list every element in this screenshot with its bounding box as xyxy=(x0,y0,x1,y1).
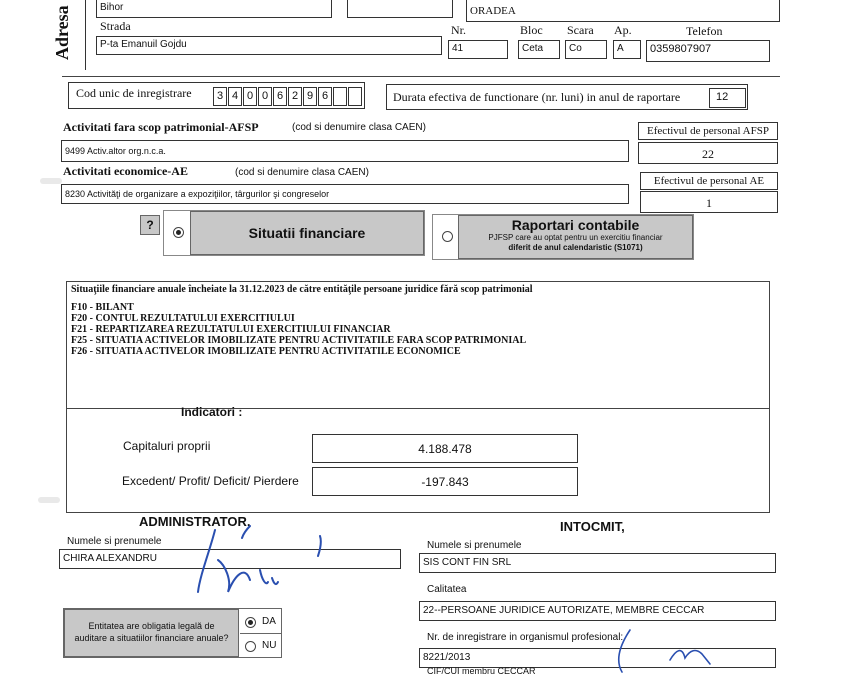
sector-field[interactable] xyxy=(347,0,453,18)
ae-hint: (cod si denumire clasa CAEN) xyxy=(235,167,369,178)
afsp-staff-field[interactable]: 22 xyxy=(638,142,778,164)
duration-label: Durata efectiva de functionare (nr. luni) in anul de raportare xyxy=(393,90,681,104)
audit-yes-radio[interactable] xyxy=(245,617,256,628)
prepared-quality-label: Calitatea xyxy=(427,584,467,595)
administrator-title: ADMINISTRATOR, xyxy=(139,514,251,529)
report-panel xyxy=(66,281,770,409)
audit-no-label: NU xyxy=(262,640,277,651)
cui-digit[interactable]: 3 xyxy=(213,87,227,106)
audit-question xyxy=(64,609,239,657)
audit-yes-label: DA xyxy=(262,616,276,627)
indicators-title: Indicatori : xyxy=(181,405,243,419)
scara-label: Scara xyxy=(567,23,594,37)
nr-field[interactable]: 41 xyxy=(448,40,508,59)
cui-digit[interactable]: 0 xyxy=(243,87,257,106)
accounting-reports-sub2: diferit de anul calendaristic (S1071) xyxy=(508,243,643,252)
result-field[interactable]: -197.843 xyxy=(312,467,578,496)
accounting-reports-sub1: PJFSP care au optat pentru un exercitiu financiar xyxy=(488,233,663,242)
address-section-title: Adresa xyxy=(52,5,72,60)
prepared-cif-label: CIF/CUI membru CECCAR xyxy=(427,666,536,675)
cui-digit[interactable]: 6 xyxy=(318,87,332,106)
cui-digit[interactable]: 9 xyxy=(303,87,317,106)
report-form-item: F26 - SITUATIA ACTIVELOR IMOBILIZATE PENTRU ACTIVITATILE ECONOMICE xyxy=(71,346,461,357)
equity-field[interactable]: 4.188.478 xyxy=(312,434,578,463)
ae-staff-field[interactable]: 1 xyxy=(640,191,778,213)
financial-statements-button[interactable]: Situatii financiare xyxy=(190,211,424,255)
report-form-item: F10 - BILANT xyxy=(71,302,134,313)
street-label: Strada xyxy=(100,19,131,33)
punch-hole-top xyxy=(40,178,62,184)
cui-digit[interactable]: 0 xyxy=(258,87,272,106)
administrator-name-field[interactable]: CHIRA ALEXANDRU xyxy=(59,549,401,569)
prepared-title: INTOCMIT, xyxy=(560,519,625,534)
audit-divider xyxy=(240,633,282,634)
report-form-item: F25 - SITUATIA ACTIVELOR IMOBILIZATE PENTRU ACTIVITATILE FARA SCOP PATRIMONIAL xyxy=(71,335,527,346)
punch-hole-bottom xyxy=(38,497,60,503)
cui-digit[interactable] xyxy=(333,87,347,106)
ap-field[interactable]: A xyxy=(613,40,641,59)
equity-label: Capitaluri proprii xyxy=(123,439,211,453)
afsp-staff-label: Efectivul de personal AFSP xyxy=(638,122,778,140)
help-button[interactable]: ? xyxy=(140,215,160,235)
report-form-item: F20 - CONTUL REZULTATULUI EXERCITIULUI xyxy=(71,313,295,324)
scara-field[interactable]: Co xyxy=(565,40,607,59)
locality-field[interactable]: ORADEA xyxy=(466,0,780,22)
administrator-name-label: Numele si prenumele xyxy=(67,536,162,547)
afsp-caen-field[interactable]: 9499 Activ.altor org.n.c.a. xyxy=(61,140,629,162)
cui-digit[interactable]: 6 xyxy=(273,87,287,106)
financial-statements-radio[interactable] xyxy=(173,227,184,238)
ae-staff-label: Efectivul de personal AE xyxy=(640,172,778,190)
administrator-signature xyxy=(170,520,340,600)
duration-field[interactable]: 12 xyxy=(709,88,746,108)
afsp-hint: (cod si denumire clasa CAEN) xyxy=(292,122,426,133)
cui-digit[interactable]: 2 xyxy=(288,87,302,106)
phone-label: Telefon xyxy=(686,24,723,38)
accounting-reports-title: Raportari contabile xyxy=(511,217,640,233)
accounting-reports-button[interactable] xyxy=(458,215,693,259)
cui-digit[interactable]: 4 xyxy=(228,87,242,106)
report-intro: Situaţiile financiare anuale încheiate la 31.12.2023 de către entităţile persoane juridice fără scop patrimonial xyxy=(71,284,533,295)
nr-label: Nr. xyxy=(451,23,466,37)
audit-no-radio[interactable] xyxy=(245,641,256,652)
cui-label: Cod unic de inregistrare xyxy=(76,86,192,100)
audit-question-line2: auditare a situatiilor financiare anuale? xyxy=(74,633,229,643)
result-label: Excedent/ Profit/ Deficit/ Pierdere xyxy=(122,474,299,488)
accounting-reports-radio[interactable] xyxy=(442,231,453,242)
address-frame-left-line xyxy=(85,0,86,70)
afsp-title: Activitati fara scop patrimonial-AFSP xyxy=(63,120,259,134)
cui-digit[interactable] xyxy=(348,87,362,106)
prepared-name-label: Numele si prenumele xyxy=(427,540,522,551)
phone-field[interactable]: 0359807907 xyxy=(646,40,770,62)
ae-caen-field[interactable]: 8230 Activităţi de organizare a expoziţiilor, târgurilor şi congreselor xyxy=(61,184,629,204)
county-field[interactable]: Bihor xyxy=(96,0,332,18)
ap-label: Ap. xyxy=(614,23,632,37)
audit-question-line1: Entitatea are obligatia legală de xyxy=(88,621,215,631)
prepared-reg-field[interactable]: 8221/2013 xyxy=(419,648,776,668)
ae-title: Activitati economice-AE xyxy=(63,164,188,178)
prepared-name-field[interactable]: SIS CONT FIN SRL xyxy=(419,553,776,573)
street-field[interactable]: P-ta Emanuil Gojdu xyxy=(96,36,442,55)
bloc-field[interactable]: Ceta xyxy=(518,40,560,59)
prepared-signature xyxy=(610,620,720,675)
prepared-quality-field[interactable]: 22--PERSOANE JURIDICE AUTORIZATE, MEMBRE CECCAR xyxy=(419,601,776,621)
prepared-reg-label: Nr. de inregistrare in organismul profesional: xyxy=(427,632,624,643)
report-form-item: F21 - REPARTIZAREA REZULTATULUI EXERCITIULUI FINANCIAR xyxy=(71,324,391,335)
section-divider xyxy=(62,76,780,77)
bloc-label: Bloc xyxy=(520,23,543,37)
